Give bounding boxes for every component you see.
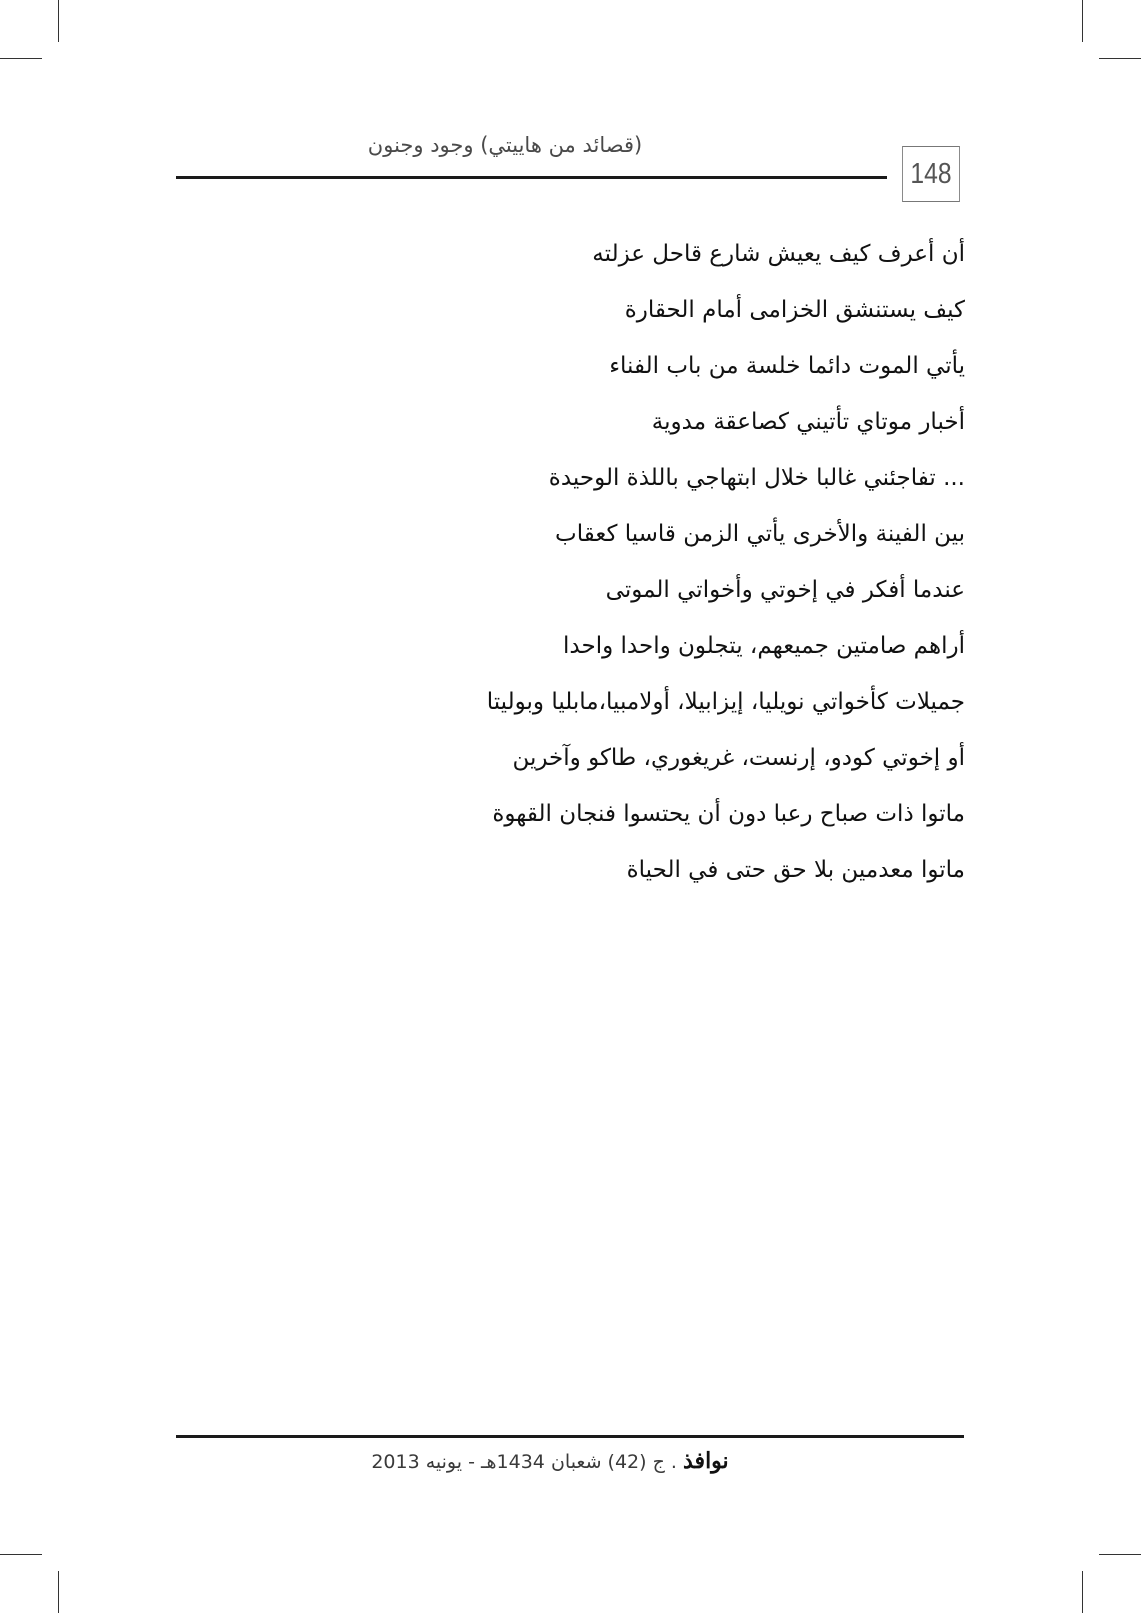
- crop-mark: [58, 1571, 59, 1613]
- crop-mark: [58, 0, 59, 42]
- header-rule: [176, 176, 887, 179]
- issue-info: . ج (42) شعبان 1434هـ - يونيه 2013: [371, 1451, 677, 1473]
- journal-logo: نوافذ: [683, 1448, 729, 1474]
- poem-line: أخبار موتاي تأتيني كصاعقة مدوية: [651, 409, 965, 435]
- poem-line: كيف يستنشق الخزامى أمام الحقارة: [624, 297, 965, 323]
- footer: [300, 1448, 800, 1474]
- crop-mark: [1099, 1554, 1141, 1555]
- running-header-title: (قصائد من هاييتي) وجود وجنون: [367, 133, 643, 157]
- poem-line: أن أعرف كيف يعيش شارع قاحل عزلته: [592, 241, 965, 267]
- poem-line: عندما أفكر في إخوتي وأخواتي الموتى: [605, 577, 965, 603]
- poem-line: أراهم صامتين جميعهم، يتجلون واحدا واحدا: [563, 633, 965, 659]
- poem-line: بين الفينة والأخرى يأتي الزمن قاسيا كعقاب: [555, 521, 965, 547]
- crop-mark: [1099, 58, 1141, 59]
- page-number: 148: [902, 146, 960, 202]
- poem-line: أو إخوتي كودو، إرنست، غريغوري، طاكو وآخرين: [512, 745, 965, 771]
- poem-line: جميلات كأخواتي نويليا، إيزابيلا، أولامبيا،مابليا وبوليتا: [486, 689, 965, 715]
- crop-mark: [0, 1554, 42, 1555]
- poem-body: [265, 226, 965, 898]
- poem-line: يأتي الموت دائما خلسة من باب الفناء: [609, 353, 965, 379]
- footer-rule: [176, 1435, 964, 1438]
- poem-line: ماتوا ذات صباح رعبا دون أن يحتسوا فنجان القهوة: [492, 801, 965, 827]
- crop-mark: [1082, 0, 1083, 42]
- crop-mark: [0, 58, 42, 59]
- crop-mark: [1082, 1571, 1083, 1613]
- poem-line: ماتوا معدمين بلا حق حتى في الحياة: [626, 857, 965, 883]
- poem-line: ... تفاجئني غالبا خلال ابتهاجي باللذة الوحيدة: [548, 465, 965, 491]
